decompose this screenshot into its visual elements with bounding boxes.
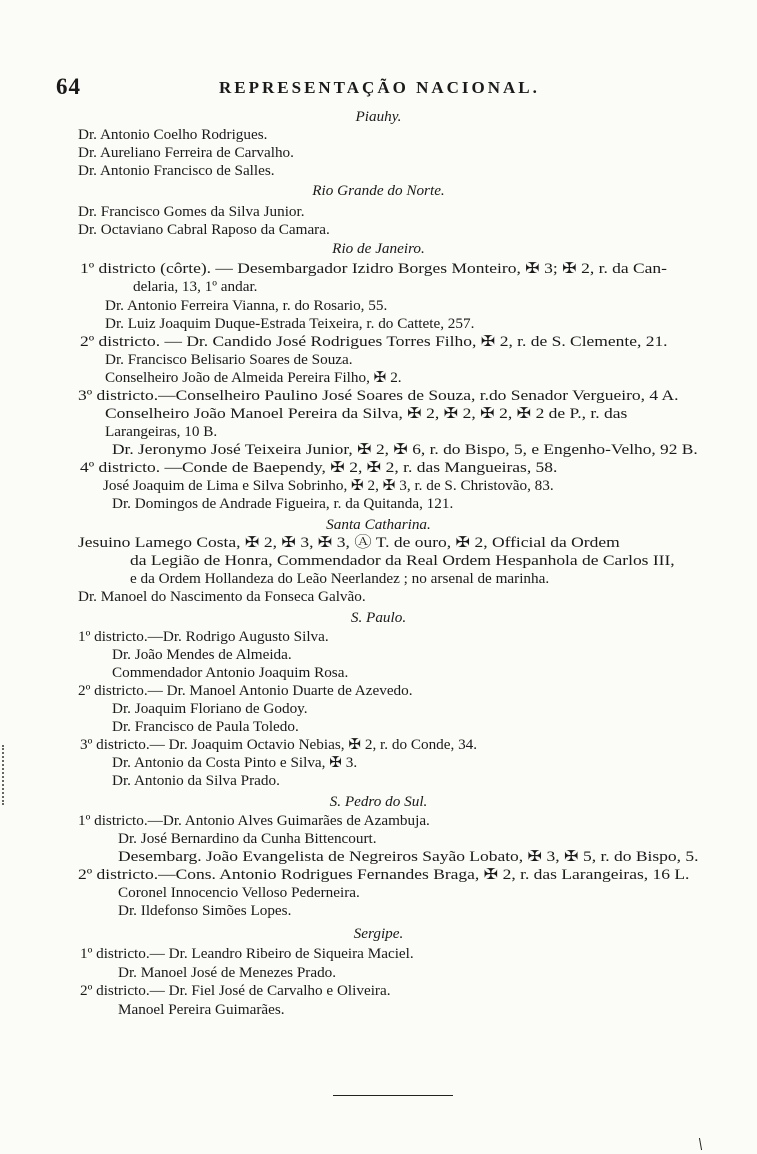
text-line: 3º districto.— Dr. Joaquim Octavio Nebias, ✠ 2, r. do Conde, 34.: [80, 736, 478, 753]
text-line: Dr. Ildefonso Simões Lopes.: [118, 902, 292, 919]
section-heading: Rio Grande do Norte.: [312, 182, 445, 199]
text-line: Dr. Octaviano Cabral Raposo da Camara.: [78, 221, 330, 238]
section-heading: Sergipe.: [353, 925, 404, 942]
text-line: 4º districto. —Conde de Baependy, ✠ 2, ✠ 2, r. das Mangueiras, 58.: [80, 459, 558, 476]
text-line: Dr. Aureliano Ferreira de Carvalho.: [78, 144, 294, 161]
text-line: Dr. Joaquim Floriano de Godoy.: [112, 700, 308, 717]
page-header: [56, 74, 696, 102]
text-line: Dr. Francisco Belisario Soares de Souza.: [105, 351, 353, 368]
running-title: REPRESENTAÇÃO NACIONAL.: [219, 78, 540, 97]
section-heading: Piauhy.: [355, 108, 402, 125]
text-line: Manoel Pereira Guimarães.: [118, 1001, 285, 1018]
text-line: delaria, 13, 1º andar.: [133, 278, 258, 295]
text-line: Dr. Manoel José de Menezes Prado.: [118, 964, 337, 981]
text-line: 1º districto (côrte). — Desembargador Izidro Borges Monteiro, ✠ 3; ✠ 2, r. da Can-: [80, 260, 667, 277]
corner-mark: [699, 1138, 708, 1150]
text-line: Commendador Antonio Joaquim Rosa.: [112, 664, 349, 681]
text-line: 2º districto.— Dr. Manoel Antonio Duarte de Azevedo.: [78, 682, 413, 699]
text-line: Conselheiro João Manoel Pereira da Silva, ✠ 2, ✠ 2, ✠ 2, ✠ 2 de P., r. das: [105, 405, 628, 422]
text-line: Dr. José Bernardino da Cunha Bittencourt.: [118, 830, 377, 847]
text-line: Conselheiro João de Almeida Pereira Filho, ✠ 2.: [105, 369, 402, 386]
page-number: 64: [56, 74, 81, 99]
text-line: 1º districto.—Dr. Antonio Alves Guimarães de Azambuja.: [78, 812, 430, 829]
section-heading: Rio de Janeiro.: [332, 240, 425, 257]
closing-rule: [333, 1095, 453, 1096]
text-line: Dr. Domingos de Andrade Figueira, r. da Quitanda, 121.: [112, 495, 454, 512]
text-line: Dr. Francisco Gomes da Silva Junior.: [78, 203, 305, 220]
text-line: 2º districto.— Dr. Fiel José de Carvalho e Oliveira.: [80, 982, 391, 999]
text-line: Dr. Antonio Coelho Rodrigues.: [78, 126, 268, 143]
text-line: Dr. Francisco de Paula Toledo.: [112, 718, 299, 735]
section-heading: S. Pedro do Sul.: [329, 793, 428, 810]
text-line: Dr. Antonio da Silva Prado.: [112, 772, 280, 789]
text-line: Desembarg. João Evangelista de Negreiros Sayão Lobato, ✠ 3, ✠ 5, r. do Bispo, 5.: [118, 848, 699, 865]
section-heading: S. Paulo.: [350, 609, 407, 626]
text-line: Dr. João Mendes de Almeida.: [112, 646, 292, 663]
text-line: Dr. Jeronymo José Teixeira Junior, ✠ 2, ✠ 6, r. do Bispo, 5, e Engenho-Velho, 92 B.: [112, 441, 698, 458]
text-line: 2º districto.—Cons. Antonio Rodrigues Fernandes Braga, ✠ 2, r. das Larangeiras, 16 L.: [78, 866, 690, 883]
text-line: e da Ordem Hollandeza do Leão Neerlandez ; no arsenal de marinha.: [130, 570, 550, 587]
text-line: 3º districto.—Conselheiro Paulino José Soares de Souza, r.do Senador Vergueiro, 4 A.: [78, 387, 679, 404]
text-line: Larangeiras, 10 B.: [105, 423, 218, 440]
text-line: Jesuino Lamego Costa, ✠ 2, ✠ 3, ✠ 3, Ⓐ T. de ouro, ✠ 2, Official da Ordem: [78, 534, 620, 551]
text-line: Coronel Innocencio Velloso Pederneira.: [118, 884, 360, 901]
text-line: 2º districto. — Dr. Candido José Rodrigues Torres Filho, ✠ 2, r. de S. Clemente, 21.: [80, 333, 668, 350]
text-line: 1º districto.—Dr. Rodrigo Augusto Silva.: [78, 628, 329, 645]
section-heading: Santa Catharina.: [326, 516, 431, 533]
text-line: Dr. Manoel do Nascimento da Fonseca Galvão.: [78, 588, 366, 605]
binding-mark: [2, 745, 12, 805]
text-line: José Joaquim de Lima e Silva Sobrinho, ✠ 2, ✠ 3, r. de S. Christovão, 83.: [103, 477, 554, 494]
text-line: 1º districto.— Dr. Leandro Ribeiro de Siqueira Maciel.: [80, 945, 414, 962]
text-line: Dr. Antonio Francisco de Salles.: [78, 162, 275, 179]
text-line: da Legião de Honra, Commendador da Real Ordem Hespanhola de Carlos III,: [130, 552, 675, 569]
text-line: Dr. Antonio da Costa Pinto e Silva, ✠ 3.: [112, 754, 358, 771]
text-line: Dr. Luiz Joaquim Duque-Estrada Teixeira, r. do Cattete, 257.: [105, 315, 475, 332]
text-line: Dr. Antonio Ferreira Vianna, r. do Rosario, 55.: [105, 297, 388, 314]
